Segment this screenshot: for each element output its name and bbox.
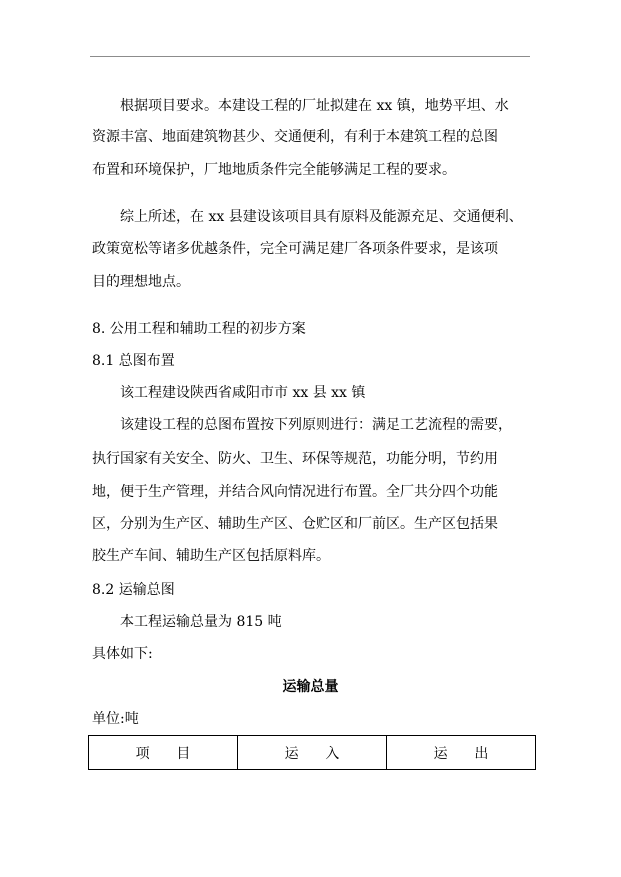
- paragraph-layout-line-1: 该建设工程的总图布置按下列原则进行：满足工艺流程的需要，: [120, 417, 512, 433]
- paragraph-summary-line-1: 综上所述，在 xx 县建设该项目具有原料及能源充足、交通便利、: [120, 209, 523, 225]
- paragraph-layout-line-5: 胶生产车间、辅助生产区包括原料库。: [92, 548, 330, 564]
- paragraph-layout-line-3: 地，便于生产管理，并结合风向情况进行布置。全厂共分四个功能: [92, 484, 498, 500]
- paragraph-site-reason-line-2: 资源丰富、地面建筑物甚少、交通便利，有利于本建筑工程的总图: [92, 129, 498, 145]
- header-rule: [90, 56, 530, 57]
- transport-table: [88, 735, 536, 770]
- table-header-row: [89, 736, 536, 770]
- section-8-1-location: 该工程建设陕西省咸阳市市 xx 县 xx 镇: [120, 385, 366, 401]
- table-title: 运输总量: [282, 679, 339, 695]
- table-header-in: 运 入: [238, 736, 387, 770]
- paragraph-layout-line-2: 执行国家有关安全、防火、卫生、环保等规范，功能分明，节约用: [92, 451, 498, 467]
- paragraph-summary-line-2: 政策宽松等诸多优越条件，完全可满足建厂各项条件要求，是该项: [92, 241, 498, 257]
- paragraph-site-reason-line-3: 布置和环境保护，厂地地质条件完全能够满足工程的要求。: [92, 162, 456, 178]
- section-8-2-details-intro: 具体如下:: [92, 646, 153, 662]
- table-header-item: 项 目: [89, 736, 238, 770]
- paragraph-summary-line-3: 目的理想地点。: [92, 274, 190, 290]
- table-unit: 单位:吨: [92, 711, 139, 727]
- section-8-heading: 8. 公用工程和辅助工程的初步方案: [92, 321, 306, 337]
- paragraph-layout-line-4: 区，分别为生产区、辅助生产区、仓贮区和厂前区。生产区包括果: [92, 516, 498, 532]
- section-8-2-heading: 8.2 运输总图: [92, 582, 175, 598]
- section-8-1-heading: 8.1 总图布置: [92, 353, 175, 369]
- paragraph-site-reason-line-1: 根据项目要求。本建设工程的厂址拟建在 xx 镇，地势平坦、水: [120, 98, 509, 114]
- section-8-2-total: 本工程运输总量为 815 吨: [120, 614, 282, 630]
- table-header-out: 运 出: [387, 736, 536, 770]
